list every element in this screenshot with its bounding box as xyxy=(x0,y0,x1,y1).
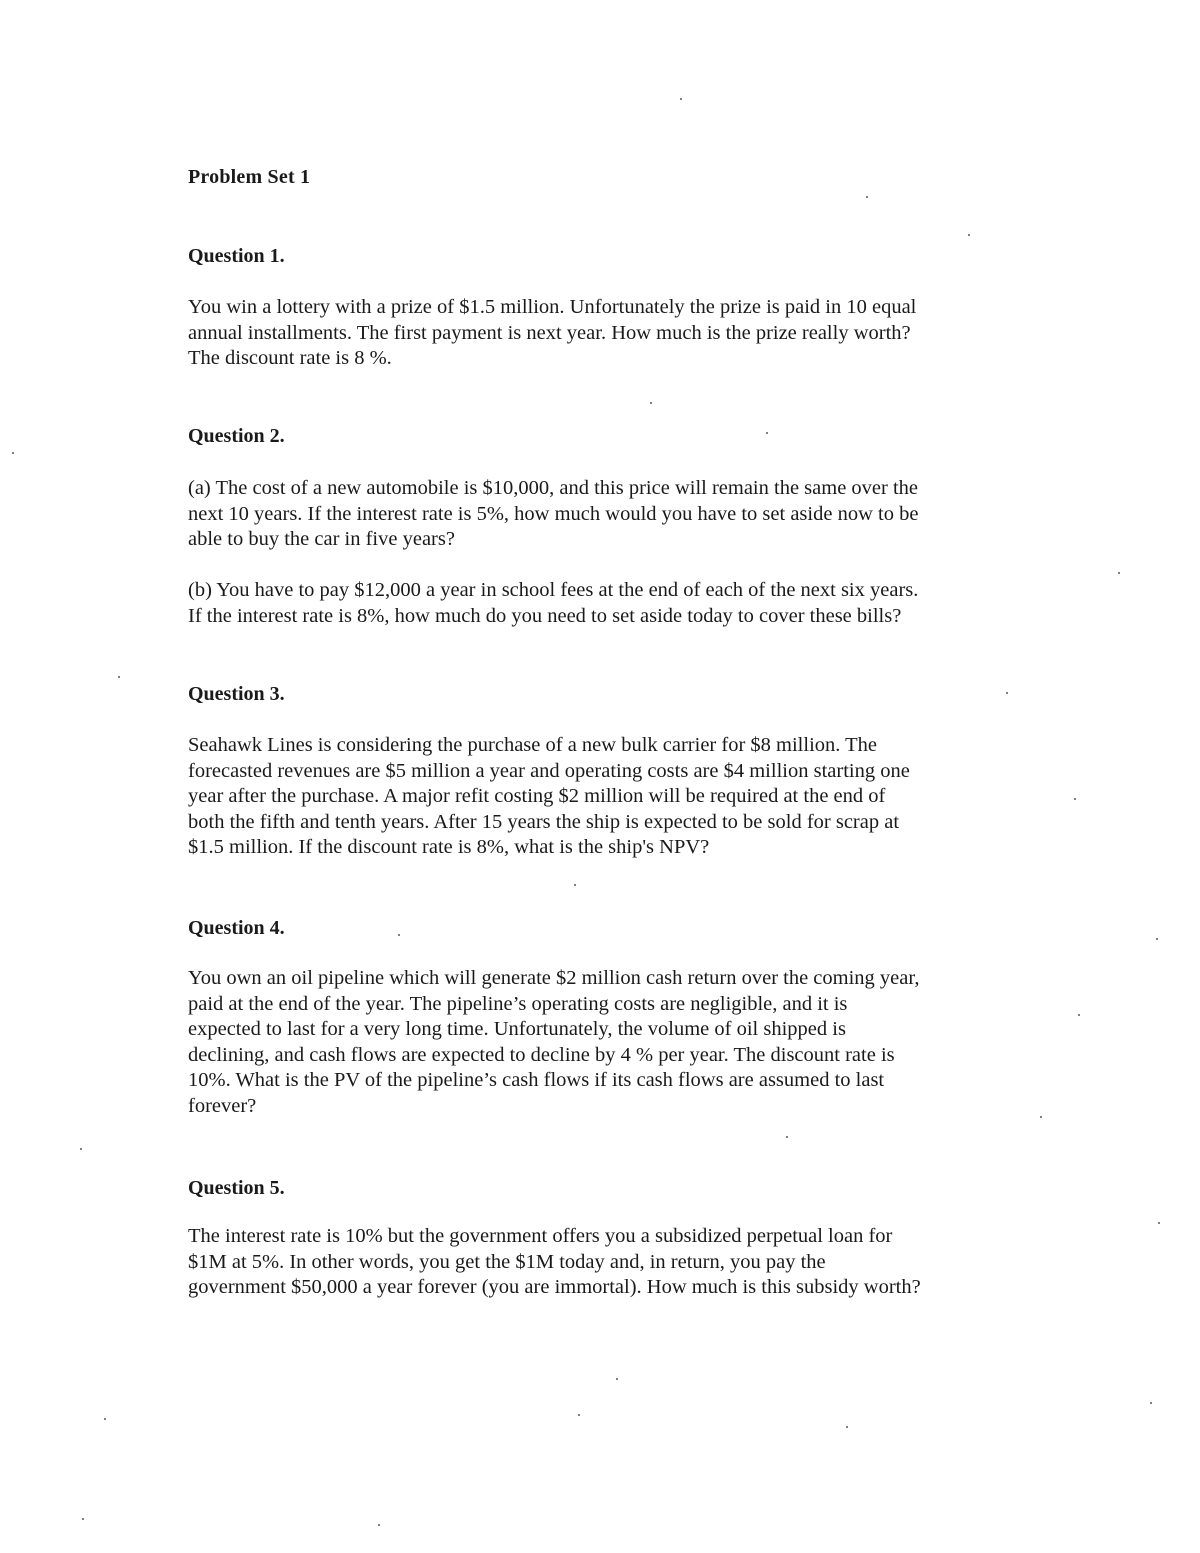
scan-speck xyxy=(574,884,576,886)
text-line: $1M at 5%. In other words, you get the $1M today and, in return, you pay the xyxy=(188,1250,826,1273)
scan-speck xyxy=(1006,692,1008,694)
scan-speck xyxy=(680,98,682,100)
scan-speck xyxy=(82,1518,84,1520)
text-line: annual installments. The first payment is next year. How much is the prize really worth? xyxy=(188,321,911,344)
text-line: The interest rate is 10% but the government offers you a subsidized perpetual loan for xyxy=(188,1225,893,1247)
text-line: both the fifth and tenth years. After 15 years the ship is expected to be sold for scrap at xyxy=(188,810,900,833)
scan-speck xyxy=(968,234,970,236)
scan-speck xyxy=(1074,798,1076,800)
text-line: next 10 years. If the interest rate is 5%, how much would you have to set aside now to be xyxy=(188,502,919,525)
question-4-text xyxy=(188,966,1018,1119)
scan-speck xyxy=(1156,938,1158,940)
text-line: Seahawk Lines is considering the purchase of a new bulk carrier for $8 million. The xyxy=(188,734,878,756)
scan-speck xyxy=(786,1136,788,1138)
scan-speck xyxy=(378,1524,380,1526)
text-line: declining, and cash flows are expected to decline by 4 % per year. The discount rate is xyxy=(188,1043,895,1066)
text-line: expected to last for a very long time. Unfortunately, the volume of oil shipped is xyxy=(188,1018,846,1040)
text-line: (b) You have to pay $12,000 a year in school fees at the end of each of the next six years. xyxy=(188,579,919,601)
question-2b-text xyxy=(188,578,1018,629)
question-1-text xyxy=(188,295,1018,372)
text-line: 10%. What is the PV of the pipeline’s cash flows if its cash flows are assumed to last xyxy=(188,1069,885,1091)
question-3-heading: Question 3. xyxy=(188,683,285,705)
scan-speck xyxy=(866,196,868,198)
page-title: Problem Set 1 xyxy=(188,166,311,188)
text-line: forecasted revenues are $5 million a year and operating costs are $4 million starting one xyxy=(188,759,910,782)
scan-speck xyxy=(766,432,768,434)
scan-speck xyxy=(616,1378,618,1380)
text-line: able to buy the car in five years? xyxy=(188,528,455,550)
scan-speck xyxy=(846,1426,848,1428)
text-line: paid at the end of the year. The pipeline’s operating costs are negligible, and it is xyxy=(188,992,848,1015)
scan-speck xyxy=(104,1418,106,1420)
question-2a-text xyxy=(188,476,1018,553)
text-line: forever? xyxy=(188,1094,257,1117)
scan-speck xyxy=(1040,1116,1042,1118)
scan-speck xyxy=(118,676,120,678)
scan-speck xyxy=(1150,1402,1152,1404)
scan-speck xyxy=(12,452,14,454)
scan-speck xyxy=(398,934,400,936)
question-4-heading: Question 4. xyxy=(188,917,285,939)
text-line: The discount rate is 8 %. xyxy=(188,347,392,369)
scan-speck xyxy=(1158,1222,1160,1224)
scan-speck xyxy=(578,1414,580,1416)
question-3-text xyxy=(188,733,1018,861)
text-line: (a) The cost of a new automobile is $10,000, and this price will remain the same over the xyxy=(188,477,919,499)
scan-speck xyxy=(1078,1014,1080,1016)
scan-speck xyxy=(650,402,652,404)
scan-speck xyxy=(80,1148,82,1150)
question-1-heading: Question 1. xyxy=(188,245,285,267)
text-line: If the interest rate is 8%, how much do you need to set aside today to cover these bills? xyxy=(188,604,902,627)
text-line: You own an oil pipeline which will generate $2 million cash return over the coming year, xyxy=(188,967,920,989)
question-5-heading: Question 5. xyxy=(188,1177,285,1199)
question-5-text xyxy=(188,1224,1018,1301)
text-line: year after the purchase. A major refit costing $2 million will be required at the end of xyxy=(188,785,886,807)
scan-speck xyxy=(1118,572,1120,574)
question-2-heading: Question 2. xyxy=(188,425,285,447)
text-line: $1.5 million. If the discount rate is 8%, what is the ship's NPV? xyxy=(188,836,710,858)
text-line: government $50,000 a year forever (you are immortal). How much is this subsidy worth? xyxy=(188,1276,921,1298)
text-line: You win a lottery with a prize of $1.5 million. Unfortunately the prize is paid in 10 equal xyxy=(188,296,917,318)
